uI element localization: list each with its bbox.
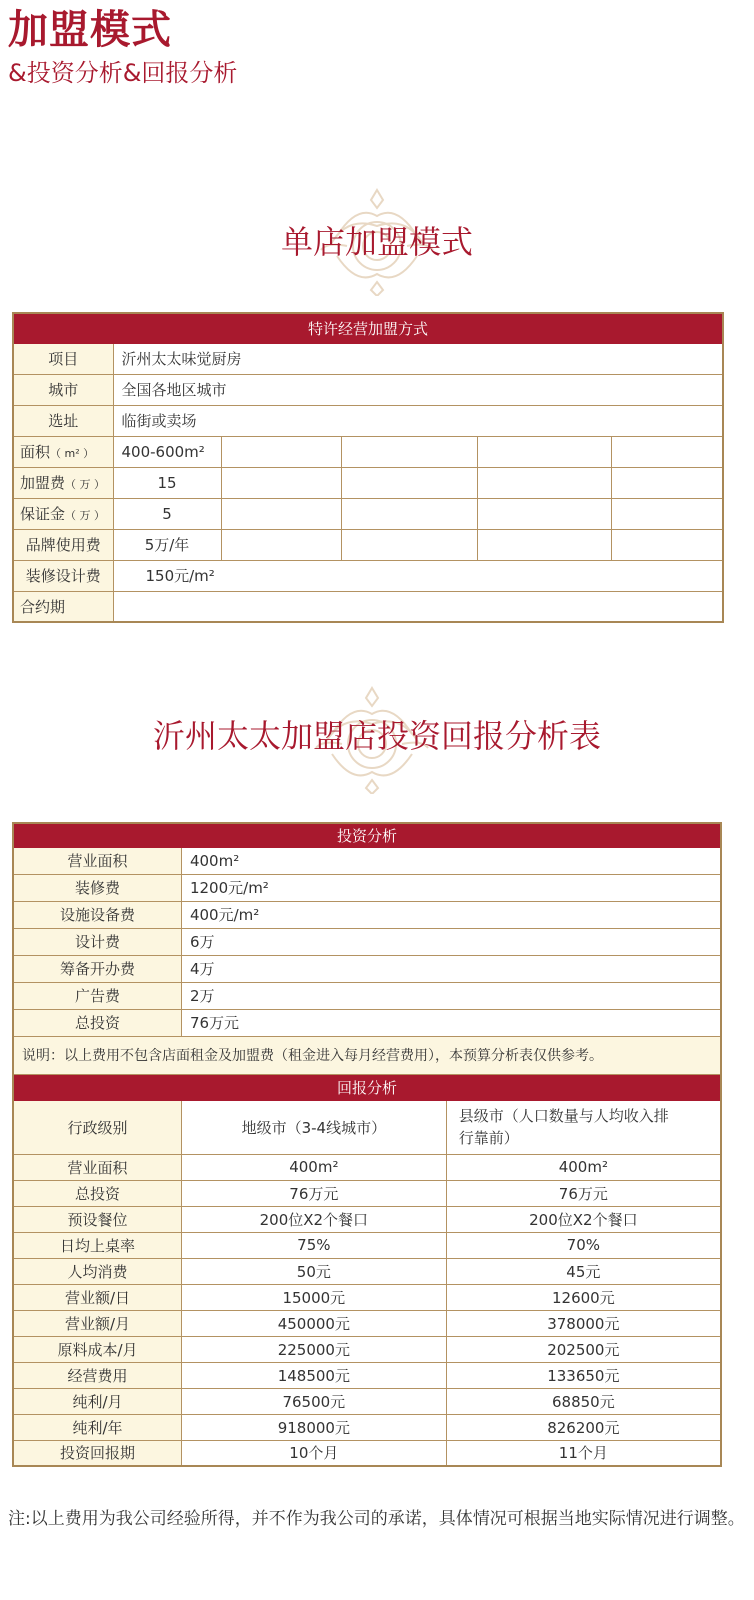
return-header-col2: 县级市（人口数量与人均收入排 行靠前） — [446, 1100, 721, 1154]
return-row-col2: 400m² — [446, 1154, 721, 1180]
invest-row-label: 装修费 — [13, 874, 181, 901]
row-label-fee: 加盟费（ 万 ） — [13, 467, 113, 498]
invest-row-value: 76万元 — [181, 1009, 721, 1036]
return-header-label: 行政级别 — [13, 1100, 181, 1154]
return-row-label: 营业面积 — [13, 1154, 181, 1180]
return-row-col2: 200位X2个餐口 — [446, 1206, 721, 1232]
row-value-deposit: 5 — [113, 498, 221, 529]
return-row-label: 日均上桌率 — [13, 1232, 181, 1258]
return-row-col1: 225000元 — [181, 1336, 446, 1362]
return-row-col2: 76万元 — [446, 1180, 721, 1206]
investment-table — [12, 822, 722, 1467]
return-row-col2: 11个月 — [446, 1440, 721, 1466]
row-label-city: 城市 — [13, 374, 113, 405]
invest-note: 说明：以上费用不包含店面租金及加盟费（租金进入每月经营费用），本预算分析表仅供参考。 — [13, 1036, 721, 1074]
return-row-col1: 76500元 — [181, 1388, 446, 1414]
invest-row-value: 2万 — [181, 982, 721, 1009]
return-row-label: 营业额/月 — [13, 1310, 181, 1336]
return-row-label: 原料成本/月 — [13, 1336, 181, 1362]
return-header-col1: 地级市（3-4线城市） — [181, 1100, 446, 1154]
return-row-col1: 50元 — [181, 1258, 446, 1284]
row-value-area: 400-600m² — [113, 436, 221, 467]
return-table-title: 回报分析 — [13, 1074, 721, 1100]
invest-row-value: 1200元/m² — [181, 874, 721, 901]
return-row-col1: 76万元 — [181, 1180, 446, 1206]
return-row-col2: 202500元 — [446, 1336, 721, 1362]
return-row-col1: 450000元 — [181, 1310, 446, 1336]
invest-row-label: 营业面积 — [13, 847, 181, 874]
return-row-label: 总投资 — [13, 1180, 181, 1206]
row-label-deposit: 保证金（ 万 ） — [13, 498, 113, 529]
page-title: 加盟模式 — [8, 7, 172, 53]
invest-row-label: 总投资 — [13, 1009, 181, 1036]
return-row-col2: 12600元 — [446, 1284, 721, 1310]
return-row-label: 人均消费 — [13, 1258, 181, 1284]
row-value-contract — [113, 591, 723, 622]
return-row-col1: 918000元 — [181, 1414, 446, 1440]
invest-row-label: 设施设备费 — [13, 901, 181, 928]
invest-row-value: 400元/m² — [181, 901, 721, 928]
row-value-decor: 150元/m² — [113, 560, 723, 591]
row-label-project: 项目 — [13, 343, 113, 374]
return-row-col2: 68850元 — [446, 1388, 721, 1414]
return-row-col1: 200位X2个餐口 — [181, 1206, 446, 1232]
return-row-col2: 133650元 — [446, 1362, 721, 1388]
return-row-label: 预设餐位 — [13, 1206, 181, 1232]
return-row-label: 投资回报期 — [13, 1440, 181, 1466]
footer-note: 注:以上费用为我公司经验所得，并不作为我公司的承诺，具体情况可根据当地实际情况进行调整。 — [8, 1509, 745, 1529]
invest-row-label: 广告费 — [13, 982, 181, 1009]
invest-table-title: 投资分析 — [13, 823, 721, 847]
invest-row-value: 400m² — [181, 847, 721, 874]
return-row-col1: 10个月 — [181, 1440, 446, 1466]
invest-row-label: 设计费 — [13, 928, 181, 955]
return-row-col2: 826200元 — [446, 1414, 721, 1440]
return-row-col1: 400m² — [181, 1154, 446, 1180]
return-row-col2: 45元 — [446, 1258, 721, 1284]
row-label-site: 选址 — [13, 405, 113, 436]
row-value-site: 临街或卖场 — [113, 405, 723, 436]
return-row-col1: 15000元 — [181, 1284, 446, 1310]
page-subtitle: &投资分析&回报分析 — [8, 59, 238, 87]
row-value-fee: 15 — [113, 467, 221, 498]
franchise-table — [12, 312, 724, 623]
row-label-brand: 品牌使用费 — [13, 529, 113, 560]
invest-row-label: 筹备开办费 — [13, 955, 181, 982]
return-row-col2: 70% — [446, 1232, 721, 1258]
return-row-label: 纯利/年 — [13, 1414, 181, 1440]
row-label-decor: 装修设计费 — [13, 560, 113, 591]
section-heading-single-store: 单店加盟模式 — [280, 223, 473, 261]
row-value-brand: 5万/年 — [113, 529, 221, 560]
return-row-col2: 378000元 — [446, 1310, 721, 1336]
row-value-project: 沂州太太味觉厨房 — [113, 343, 723, 374]
return-row-col1: 148500元 — [181, 1362, 446, 1388]
return-row-col1: 75% — [181, 1232, 446, 1258]
return-row-label: 经营费用 — [13, 1362, 181, 1388]
row-label-area: 面积（ m² ） — [13, 436, 113, 467]
invest-row-value: 6万 — [181, 928, 721, 955]
franchise-table-title: 特许经营加盟方式 — [13, 313, 723, 343]
row-value-city: 全国各地区城市 — [113, 374, 723, 405]
invest-row-value: 4万 — [181, 955, 721, 982]
section-heading-investment: 沂州太太加盟店投资回报分析表 — [152, 717, 601, 755]
return-row-label: 纯利/月 — [13, 1388, 181, 1414]
row-label-contract: 合约期 — [13, 591, 113, 622]
return-row-label: 营业额/日 — [13, 1284, 181, 1310]
